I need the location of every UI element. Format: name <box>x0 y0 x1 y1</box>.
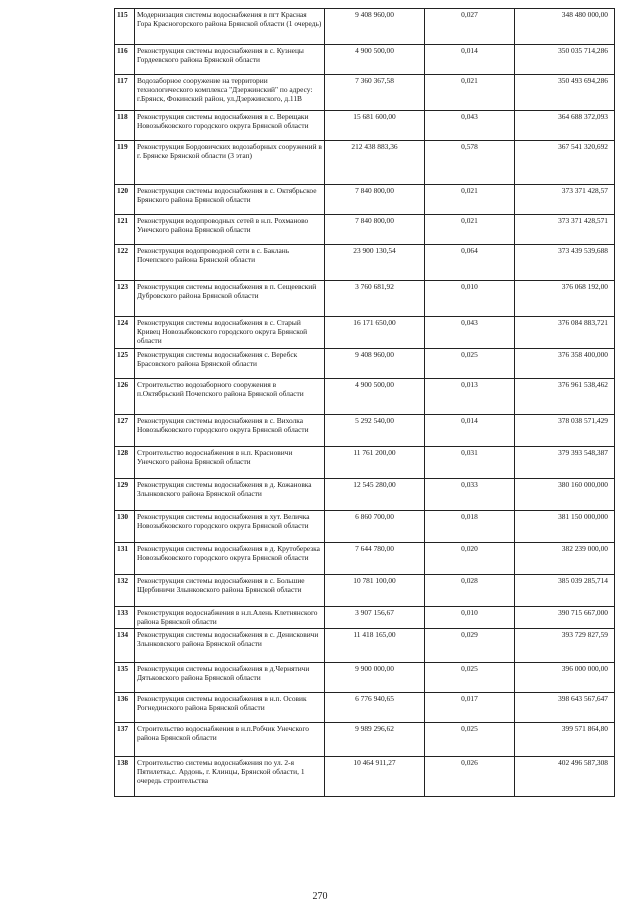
cumulative-cost: 378 038 571,429 <box>515 415 615 447</box>
project-name: Реконструкция системы водоснабжения в с. Старый Кривец Новозыбковского городского округа Брянской области <box>135 317 325 349</box>
cumulative-cost: 367 541 320,692 <box>515 141 615 185</box>
cumulative-cost: 364 688 372,093 <box>515 111 615 141</box>
project-cost: 23 900 130,54 <box>325 245 425 281</box>
project-cost: 15 681 600,00 <box>325 111 425 141</box>
projects-table <box>114 8 615 797</box>
table-row <box>115 245 615 281</box>
cumulative-cost: 382 239 000,00 <box>515 543 615 575</box>
cost-ratio: 0,021 <box>425 75 515 111</box>
table-row <box>115 9 615 45</box>
row-number: 127 <box>115 415 135 447</box>
cost-ratio: 0,027 <box>425 9 515 45</box>
cost-ratio: 0,028 <box>425 575 515 607</box>
cumulative-cost: 373 371 428,57 <box>515 185 615 215</box>
project-cost: 9 408 960,00 <box>325 9 425 45</box>
table-row <box>115 723 615 757</box>
row-number: 135 <box>115 663 135 693</box>
page-number: 270 <box>312 891 328 902</box>
cumulative-cost: 373 439 539,688 <box>515 245 615 281</box>
table-row <box>115 185 615 215</box>
project-name: Реконструкция водопроводных сетей в н.п. Рохманово Унечского района Брянской области <box>135 215 325 245</box>
project-name: Реконструкция системы водоснабжения с. Веребск Брасовского района Брянской области <box>135 349 325 379</box>
project-name: Строительство водозаборного сооружения в п.Октябрьский Почепского района Брянской области <box>135 379 325 415</box>
cumulative-cost: 380 160 000,000 <box>515 479 615 511</box>
table-row <box>115 479 615 511</box>
cost-ratio: 0,043 <box>425 317 515 349</box>
cost-ratio: 0,014 <box>425 415 515 447</box>
cost-ratio: 0,013 <box>425 379 515 415</box>
cost-ratio: 0,020 <box>425 543 515 575</box>
project-cost: 3 907 156,67 <box>325 607 425 629</box>
table-row <box>115 281 615 317</box>
table-row <box>115 45 615 75</box>
project-cost: 4 900 500,00 <box>325 379 425 415</box>
project-name: Модернизация системы водоснабжения в пгт Красная Гора Красногорского района Брянской области (1 очередь) <box>135 9 325 45</box>
project-cost: 16 171 650,00 <box>325 317 425 349</box>
project-name: Реконструкция системы водоснабжения в с. Верещаки Новозыбковского городского округа Брянской области <box>135 111 325 141</box>
row-number: 132 <box>115 575 135 607</box>
project-cost: 9 989 296,62 <box>325 723 425 757</box>
project-cost: 11 761 200,00 <box>325 447 425 479</box>
project-cost: 12 545 280,00 <box>325 479 425 511</box>
cost-ratio: 0,025 <box>425 663 515 693</box>
project-name: Реконструкция системы водоснабжения в д. Крутоберезка Новозыбковского городского округа Брянской области <box>135 543 325 575</box>
cumulative-cost: 393 729 827,59 <box>515 629 615 663</box>
row-number: 133 <box>115 607 135 629</box>
row-number: 122 <box>115 245 135 281</box>
table-row <box>115 379 615 415</box>
table-row <box>115 447 615 479</box>
cumulative-cost: 350 035 714,286 <box>515 45 615 75</box>
project-name: Реконструкция системы водоснабжения в н.п. Осовик Рогнединского района Брянской области <box>135 693 325 723</box>
project-cost: 7 840 800,00 <box>325 185 425 215</box>
project-name: Реконструкция водоснабжения в н.п.Алень Клетнянского района Брянской области <box>135 607 325 629</box>
table-row <box>115 629 615 663</box>
project-name: Водозаборное сооружение на территории технологического комплекса "Дзержинский" по адресу: г.Брянск, Фокинский район, ул.Дзержинского, д.11В <box>135 75 325 111</box>
project-cost: 212 438 883,36 <box>325 141 425 185</box>
table-row <box>115 693 615 723</box>
project-name: Строительство системы водоснабжения по ул. 2-я Пятилетка,с. Ардонь, г. Клинцы, Брянской области, 1 очередь строительства <box>135 757 325 797</box>
row-number: 137 <box>115 723 135 757</box>
cost-ratio: 0,017 <box>425 693 515 723</box>
cost-ratio: 0,010 <box>425 607 515 629</box>
cumulative-cost: 399 571 864,80 <box>515 723 615 757</box>
table-row <box>115 317 615 349</box>
cost-ratio: 0,021 <box>425 185 515 215</box>
cost-ratio: 0,021 <box>425 215 515 245</box>
table-row <box>115 543 615 575</box>
project-name: Реконструкция системы водоснабжения в хут. Величка Новозыбковского городского округа Брянской области <box>135 511 325 543</box>
project-cost: 9 900 000,00 <box>325 663 425 693</box>
table-row <box>115 111 615 141</box>
cumulative-cost: 376 084 883,721 <box>515 317 615 349</box>
row-number: 130 <box>115 511 135 543</box>
cumulative-cost: 373 371 428,571 <box>515 215 615 245</box>
project-cost: 6 776 940,65 <box>325 693 425 723</box>
row-number: 123 <box>115 281 135 317</box>
cost-ratio: 0,025 <box>425 349 515 379</box>
cumulative-cost: 385 039 285,714 <box>515 575 615 607</box>
row-number: 117 <box>115 75 135 111</box>
cost-ratio: 0,018 <box>425 511 515 543</box>
table-row <box>115 607 615 629</box>
cumulative-cost: 402 496 587,308 <box>515 757 615 797</box>
project-name: Реконструкция системы водоснабжения в с. Октябрьское Брянского района Брянской области <box>135 185 325 215</box>
project-name: Реконструкция системы водоснабжения в с. Вихолка Новозыбковского городского округа Брянской области <box>135 415 325 447</box>
cumulative-cost: 350 493 694,286 <box>515 75 615 111</box>
cost-ratio: 0,031 <box>425 447 515 479</box>
cost-ratio: 0,578 <box>425 141 515 185</box>
row-number: 136 <box>115 693 135 723</box>
row-number: 125 <box>115 349 135 379</box>
project-name: Строительство водоснабжения в н.п.Робчик Унечского района Брянской области <box>135 723 325 757</box>
project-name: Реконструкция системы водоснабжения в с. Большие Щербиничи Злынковского района Брянской области <box>135 575 325 607</box>
row-number: 128 <box>115 447 135 479</box>
project-cost: 10 464 911,27 <box>325 757 425 797</box>
cost-ratio: 0,043 <box>425 111 515 141</box>
table-row <box>115 349 615 379</box>
cumulative-cost: 396 000 000,00 <box>515 663 615 693</box>
cumulative-cost: 381 150 000,000 <box>515 511 615 543</box>
project-cost: 9 408 960,00 <box>325 349 425 379</box>
cost-ratio: 0,010 <box>425 281 515 317</box>
project-cost: 7 840 800,00 <box>325 215 425 245</box>
project-cost: 7 360 367,58 <box>325 75 425 111</box>
row-number: 138 <box>115 757 135 797</box>
table-row <box>115 511 615 543</box>
cumulative-cost: 398 643 567,647 <box>515 693 615 723</box>
table-row <box>115 663 615 693</box>
project-name: Реконструкция системы водоснабжения в д.Чернятичи Дятьковского района Брянской области <box>135 663 325 693</box>
cumulative-cost: 348 480 000,00 <box>515 9 615 45</box>
project-cost: 6 860 700,00 <box>325 511 425 543</box>
project-cost: 4 900 500,00 <box>325 45 425 75</box>
cumulative-cost: 379 393 548,387 <box>515 447 615 479</box>
cost-ratio: 0,064 <box>425 245 515 281</box>
table-row <box>115 415 615 447</box>
row-number: 121 <box>115 215 135 245</box>
project-name: Реконструкция системы водоснабжения в п. Сещеевский Дубровского района Брянской области <box>135 281 325 317</box>
project-cost: 3 760 681,92 <box>325 281 425 317</box>
project-name: Строительство водоснабжения в н.п. Красновичи Унечского района Брянской области <box>135 447 325 479</box>
project-name: Реконструкция системы водоснабжения в д. Кожановка Злынковского района Брянской области <box>135 479 325 511</box>
cost-ratio: 0,029 <box>425 629 515 663</box>
row-number: 129 <box>115 479 135 511</box>
cost-ratio: 0,014 <box>425 45 515 75</box>
cost-ratio: 0,025 <box>425 723 515 757</box>
row-number: 120 <box>115 185 135 215</box>
row-number: 119 <box>115 141 135 185</box>
row-number: 134 <box>115 629 135 663</box>
cumulative-cost: 376 358 400,000 <box>515 349 615 379</box>
row-number: 115 <box>115 9 135 45</box>
row-number: 131 <box>115 543 135 575</box>
cumulative-cost: 390 715 667,000 <box>515 607 615 629</box>
project-name: Реконструкция системы водоснабжения в с. Кузнецы Гордеевского района Брянской области <box>135 45 325 75</box>
row-number: 116 <box>115 45 135 75</box>
project-cost: 5 292 540,00 <box>325 415 425 447</box>
cost-ratio: 0,033 <box>425 479 515 511</box>
row-number: 124 <box>115 317 135 349</box>
project-cost: 10 781 100,00 <box>325 575 425 607</box>
cost-ratio: 0,026 <box>425 757 515 797</box>
project-cost: 11 418 165,00 <box>325 629 425 663</box>
project-cost: 7 644 780,00 <box>325 543 425 575</box>
projects-table-body <box>115 9 615 797</box>
project-name: Реконструкция системы водоснабжения в с. Денисковичи Злынковского района Брянской области <box>135 629 325 663</box>
project-name: Реконструкция Бордовичских водозаборных сооружений в г. Брянске Брянской области (3 этап) <box>135 141 325 185</box>
table-row <box>115 141 615 185</box>
table-row <box>115 215 615 245</box>
table-row <box>115 575 615 607</box>
cumulative-cost: 376 068 192,00 <box>515 281 615 317</box>
table-row <box>115 75 615 111</box>
row-number: 126 <box>115 379 135 415</box>
row-number: 118 <box>115 111 135 141</box>
cumulative-cost: 376 961 538,462 <box>515 379 615 415</box>
project-name: Реконструкция водопроводной сети в с. Баклань Почепского района Брянской области <box>135 245 325 281</box>
table-row <box>115 757 615 797</box>
